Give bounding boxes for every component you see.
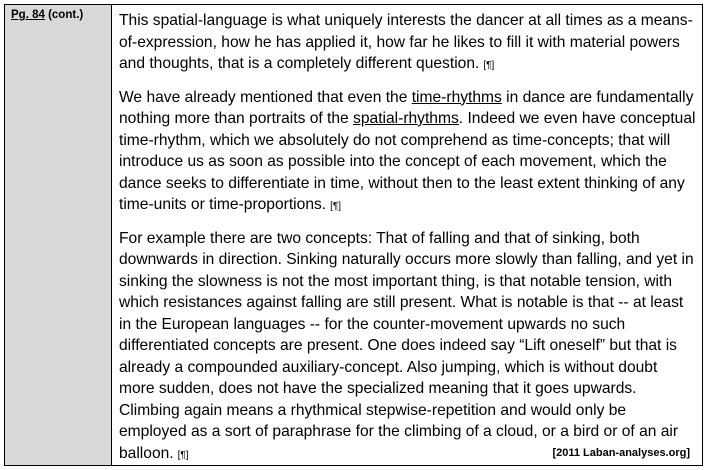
paragraph-3: [119, 228, 696, 467]
copyright-footer: [2011 Laban-analyses.org]: [552, 447, 690, 459]
pilcrow-mark: [¶]: [483, 60, 495, 71]
content-cell: [112, 5, 702, 465]
paragraph-1-text: This spatial-language is what uniquely interests the dancer at all times as a means-of-expression, how he has applied it, how far he likes to fill it with material powers and thoughts, that is a completely different question.: [119, 12, 693, 72]
time-rhythms-term: time-rhythms: [411, 88, 502, 106]
paragraph-2-text-b: in dance are fundamentally nothing more than portraits of the: [119, 88, 694, 127]
page-reference-cell: [5, 5, 112, 465]
spatial-rhythms-term: spatial-rhythms: [353, 110, 459, 127]
pilcrow-mark: [¶]: [330, 201, 342, 212]
paragraph-3-text: For example there are two concepts: That of falling and that of sinking, both downwards in direction. Sinking naturally occurs more slowly than falling, and yet in sinking the slowness is not the most important thing, is that notable tension, with which resistances against falling are still present. What is notable is that -- at least in the European languages -- for the counter-movement upwards no such differentiated concepts are present. One does indeed say “Lift oneself” but that is already a compounded auxiliary-concept. Also jumping, which is without doubt more sudden, does not have the specialized meaning that it goes upwards. Climbing again means a rhythmical stepwise-repetition and would only be employed as a sort of paraphrase for the climbing of a cloud, or a bird or of an air balloon.: [119, 229, 694, 462]
paragraph-2: [119, 87, 696, 218]
paragraph-2-text-a: We have already mentioned that even the: [119, 88, 412, 106]
paragraph-2-text-c: . Indeed we even have conceptual time-rhythm, which we absolutely do not comprehend as time-concepts; that will introduce us as soon as possible into the concept of each movement, which the dance seeks to differentiate in time, without then to the least extent thinking of any time-units or time-proportions.: [119, 110, 696, 213]
page-cont-label: (cont.): [44, 9, 84, 21]
paragraph-1: [119, 10, 696, 77]
page-link[interactable]: Pg. 84: [11, 9, 45, 21]
pilcrow-mark: [¶]: [177, 449, 189, 461]
text-table: [4, 4, 703, 466]
